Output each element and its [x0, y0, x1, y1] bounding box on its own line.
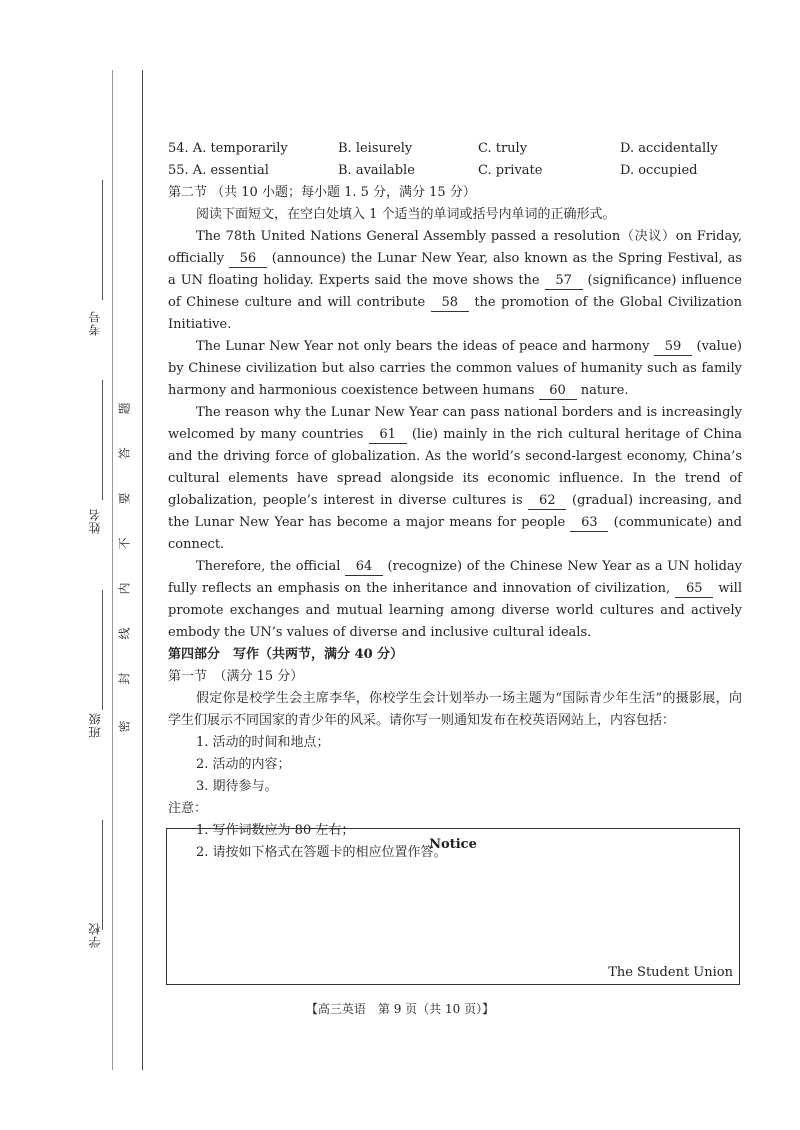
blank-59: 59: [654, 339, 692, 356]
class-label: 班级: [88, 712, 102, 738]
blank-56: 56: [229, 251, 267, 268]
passage-paragraph-4: [168, 556, 742, 644]
notice-answer-box[interactable]: [166, 828, 740, 985]
blank-62: 62: [528, 493, 566, 510]
exam-no-label: 考号: [88, 310, 102, 336]
page-footer: 【高三英语 第 9 页（共 10 页）】: [305, 1002, 495, 1016]
text: Therefore, the official: [196, 559, 345, 574]
option-d: D. accidentally: [620, 141, 718, 156]
seal-char: 要: [117, 492, 132, 505]
option-b: B. leisurely: [338, 141, 413, 156]
text: (gradual) increasing, and the Lunar New Year has become a major means for people: [168, 493, 742, 530]
seal-char: 内: [117, 582, 132, 595]
section2-instruction: 阅读下面短文，在空白处填入 1 个适当的单词或括号内单词的正确形式。: [196, 207, 616, 222]
binding-line-inner: [142, 70, 143, 1070]
blank-65: 65: [675, 581, 713, 598]
binding-line-outer: [112, 70, 113, 1070]
writing-section1-title: 第一节 （满分 15 分）: [168, 669, 304, 684]
text: (recognize) of the Chinese New Year as a UN holiday fully reflects an emphasis on the inheritance and innovation of civilization,: [168, 559, 743, 596]
task-item: 2. 活动的内容；: [196, 757, 291, 772]
seal-char: 密: [117, 720, 132, 733]
text: (significance) influence of Chinese culture and will contribute: [168, 273, 742, 310]
task-item: 3. 期待参与。: [196, 779, 278, 794]
seal-char: 线: [117, 627, 132, 640]
blank-57: 57: [545, 273, 583, 290]
blank-64: 64: [345, 559, 383, 576]
text: will promote exchanges and mutual learning among diverse world cultures and actively embody the UN’s values of diverse and inclusive cultural ideals.: [168, 581, 742, 640]
class-blank: [102, 590, 103, 710]
text: nature.: [576, 383, 629, 398]
text: (lie) mainly in the rich cultural heritage of China and the driving force of globalization. As the world’s second-largest economy, China’s cultural elements have spread alongside its economic influence. In the trend of globalization, people’s interest in diverse cultures is: [168, 427, 742, 508]
section2-title: 第二节 （共 10 小题；每小题 1. 5 分，满分 15 分）: [168, 185, 476, 200]
text: (announce) the Lunar New Year, also known as the Spring Festival, as a UN floating holiday. Experts said the move shows the: [168, 251, 742, 288]
seal-char: 题: [117, 402, 132, 415]
text: the promotion of the Global Civilization Initiative.: [168, 295, 743, 332]
note-label: 注意：: [168, 801, 208, 816]
task-item: 1. 活动的时间和地点；: [196, 735, 330, 750]
blank-61: 61: [369, 427, 407, 444]
passage-paragraph-3: [168, 402, 742, 556]
option-d: D. occupied: [620, 163, 698, 178]
passage-paragraph-1: [168, 226, 742, 336]
text: (value) by Chinese civilization but also carries the common values of humanity such as family harmony and harmonious coexistence between humans: [168, 339, 742, 398]
text: The 78th United Nations General Assembly passed a resolution（决议）on Friday, officially: [168, 229, 742, 266]
name-label: 姓名: [88, 508, 102, 534]
notice-title: Notice: [429, 837, 477, 852]
school-blank: [102, 820, 103, 930]
option-a: 54. A. temporarily: [168, 141, 288, 156]
option-a: 55. A. essential: [168, 163, 269, 178]
option-c: C. private: [478, 163, 543, 178]
option-b: B. available: [338, 163, 415, 178]
seal-char: 封: [117, 672, 132, 685]
exam-no-blank: [102, 180, 103, 300]
note-item: 2. 请按如下格式在答题卡的相应位置作答。: [196, 845, 447, 860]
writing-task: 假定你是校学生会主席李华，你校学生会计划举办一场主题为“国际青少年生活”的摄影展，向学生们展示不同国家的青少年的风采。请你写一则通知发布在校英语网站上，内容包括：: [168, 691, 742, 728]
text: (communicate) and connect.: [168, 515, 742, 552]
part4-title: 第四部分 写作（共两节，满分 40 分）: [168, 647, 404, 662]
school-label: 学校: [88, 922, 102, 948]
blank-60: 60: [539, 383, 577, 400]
seal-char: 不: [117, 537, 132, 550]
blank-63: 63: [570, 515, 608, 532]
note-item: 1. 写作词数应为 80 左右；: [196, 823, 355, 838]
seal-char: 答: [117, 447, 132, 460]
option-row-54: [168, 138, 742, 160]
text: The Lunar New Year not only bears the ideas of peace and harmony: [196, 339, 654, 354]
name-blank: [102, 380, 103, 500]
main-content: [168, 138, 742, 864]
notice-signature: The Student Union: [608, 965, 733, 980]
passage-paragraph-2: [168, 336, 742, 402]
option-c: C. truly: [478, 141, 528, 156]
option-row-55: [168, 160, 742, 182]
blank-58: 58: [431, 295, 469, 312]
text: The reason why the Lunar New Year can pass national borders and is increasingly welcomed by many countries: [168, 405, 742, 442]
